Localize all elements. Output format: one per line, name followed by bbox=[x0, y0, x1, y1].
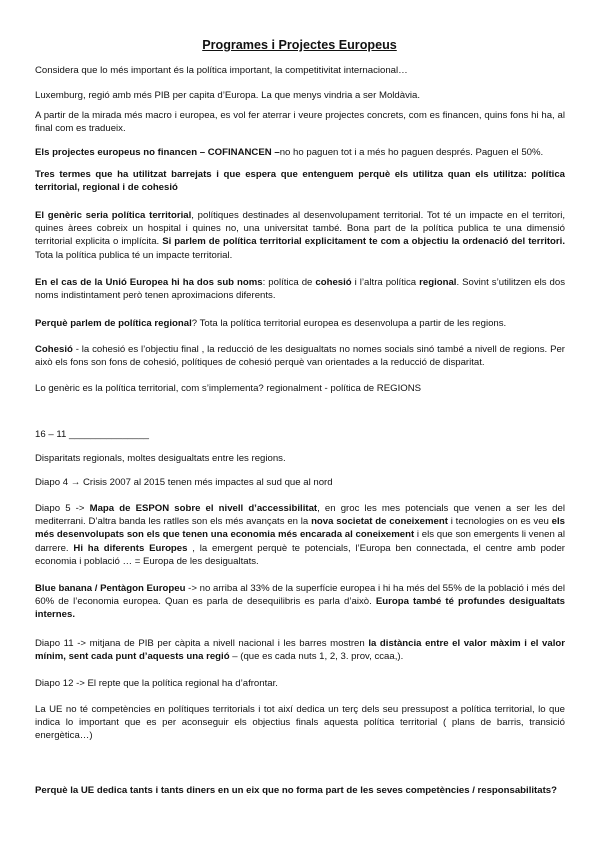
generic-text: , polítiques destinades al desenvolupament territorial. Tot té un impacte en el territori, quines àrees cobreix un hospital i quines no, una universitat també. Bona part de la política publica te una dimensió territorial explicita o implícita. bbox=[35, 210, 565, 248]
cofinancen-bold: Els projectes europeus no financen – COFINANCEN – bbox=[35, 147, 280, 158]
blue-banana-text: -> no arriba al 33% de la superfície europea i hi ha més del 55% de la població i més del 60% de l’economia europea. Quan es parla de desequilibris es parla d’això. bbox=[35, 583, 565, 608]
politica-regional-bold: Perquè parlem de política regional bbox=[35, 318, 192, 329]
espon-bold: Mapa de ESPON sobre el nivell d’accessibilitat bbox=[89, 503, 318, 514]
politica-regional-text: ? Tota la política territorial europea es desenvolupa a partir de les regions. bbox=[191, 318, 507, 329]
sub-noms-bold: En el cas de la Unió Europea hi ha dos sub noms bbox=[35, 277, 263, 288]
diapo-5-text: , en groc les mes potencials que venen a ser les del mediterrani. D’altra banda les ratlles son els més avançats en la bbox=[35, 503, 565, 528]
diapo-5-text-3: i els que son emergents li venen al darrere. bbox=[35, 529, 566, 554]
paragraph-diapo-4: Diapo 4 → Crisis 2007 al 2015 tenen més impactes al sud que al nord bbox=[35, 477, 333, 488]
paragraph-competitivitat: Considera que lo més important és la política important, la competitivitat internacional… bbox=[35, 65, 408, 76]
paragraph-diapo-12: Diapo 12 -> El repte que la política regional ha d’afrontar. bbox=[35, 678, 278, 689]
coneixement-bold: nova societat de coneixement bbox=[311, 516, 448, 528]
paragraph-blue-banana bbox=[35, 582, 565, 622]
generic-text-2: Tota la política publica té un impacte territorial. bbox=[35, 249, 233, 261]
diapo-5-label: Diapo 5 -> bbox=[35, 503, 90, 514]
paragraph-sub-noms bbox=[35, 276, 565, 302]
diapo-5-text-2: i tecnologies on es veu bbox=[447, 516, 552, 528]
question-bold: Perquè la UE dedica tants i tants diners en un eix que no forma part de les seves competències / responsabilitats? bbox=[35, 785, 557, 796]
paragraph-competencies: La UE no té competències en polítiques territorials i tot així dedica un terç dels seu pressupost a política territorial, lo que indica lo important que es per aconseguir els objectius finals aquesta política territorial ( plans de barris, transició energètica…) bbox=[35, 704, 565, 742]
diapo-11-text-2: – (que es cada nuts 1, 2, 3. prov, ccaa,). bbox=[229, 651, 404, 663]
paragraph-mirada-macro: A partir de la mirada més macro i europea, es vol fer aterrar i veure projectes concrets, com es financen, quins fons hi ha, al final com es tradueix. bbox=[35, 110, 565, 135]
distancia-bold: la distància entre el valor màxim i el valor mínim, sent cada punt d’aquests una regió bbox=[35, 638, 565, 663]
cohesio-text: - la cohesió es l’objectiu final , la reducció de les desigualtats no nomes socials sinó també a nivell de regions. Per això els fons son fons de cohesió, polítiques de cohesió perquè van orientades a la reducció de disparitat. bbox=[35, 344, 565, 369]
sub-noms-text-2: i l’altra política bbox=[351, 277, 420, 288]
paragraph-cohesio bbox=[35, 343, 565, 369]
desenvolupats-bold: els més desenvolupats son els que tenen una economia més encarada al coneixement bbox=[35, 516, 566, 541]
paragraph-generic-regions: Lo genèric es la política territorial, com s’implementa? regionalment - política de REGIONS bbox=[35, 383, 422, 394]
paragraph-diapo-5 bbox=[35, 502, 565, 568]
paragraph-luxemburg: Luxemburg, regió amb més PIB per capita d’Europa. La que menys vindria a ser Moldàvia. bbox=[35, 90, 421, 101]
tres-termes-bold: Tres termes que ha utilitzat barrejats i que espera que entenguem perquè els utilitza quan els utilitza: política territorial, regional i de cohesió bbox=[35, 169, 565, 194]
diapo-5-text-4: , la emergent perquè te potencials, l’Europa ben connectada, el centre amb poder economia i població … = Europa de les desigualtats. bbox=[35, 542, 565, 567]
cohesio-bold: cohesió bbox=[315, 277, 352, 288]
paragraph-tres-termes bbox=[35, 168, 565, 194]
page-title: Programes i Projectes Europeus bbox=[202, 38, 397, 52]
regional-bold: regional bbox=[419, 277, 457, 288]
paragraph-disparitats: Disparitats regionals, moltes desigualtats entre les regions. bbox=[35, 453, 286, 464]
generic-bold-2: Si parlem de política territorial explicitament te com a objectiu la ordenació del territori. bbox=[159, 236, 565, 248]
paragraph-cofinancen bbox=[35, 146, 565, 159]
sub-noms-text-3: . Sovint s’utilitzen els dos noms indistintament però tenen aproximacions diferents. bbox=[35, 277, 566, 302]
paragraph-generic bbox=[35, 209, 565, 262]
generic-bold: El genèric seria política territorial bbox=[35, 210, 192, 221]
blue-banana-bold: Blue banana / Pentàgon Europeu bbox=[35, 583, 186, 594]
europes-bold: Hi ha diferents Europes bbox=[73, 542, 188, 554]
cohesio-heading: Cohesió bbox=[35, 344, 73, 355]
paragraph-question bbox=[35, 784, 575, 797]
cofinancen-text: no ho paguen tot i a més ho paguen després. Paguen el 50%. bbox=[279, 147, 544, 158]
paragraph-diapo-11 bbox=[35, 637, 565, 663]
sub-noms-text: : política de bbox=[262, 277, 316, 288]
paragraph-politica-regional bbox=[35, 317, 565, 330]
session-date: 16 – 11 _______________ bbox=[35, 429, 149, 440]
desigualtats-bold: Europa també té profundes desigualtats internes. bbox=[35, 596, 565, 621]
diapo-11-text: Diapo 11 -> mitjana de PIB per càpita a nivell nacional i les barres mostren bbox=[35, 638, 369, 649]
